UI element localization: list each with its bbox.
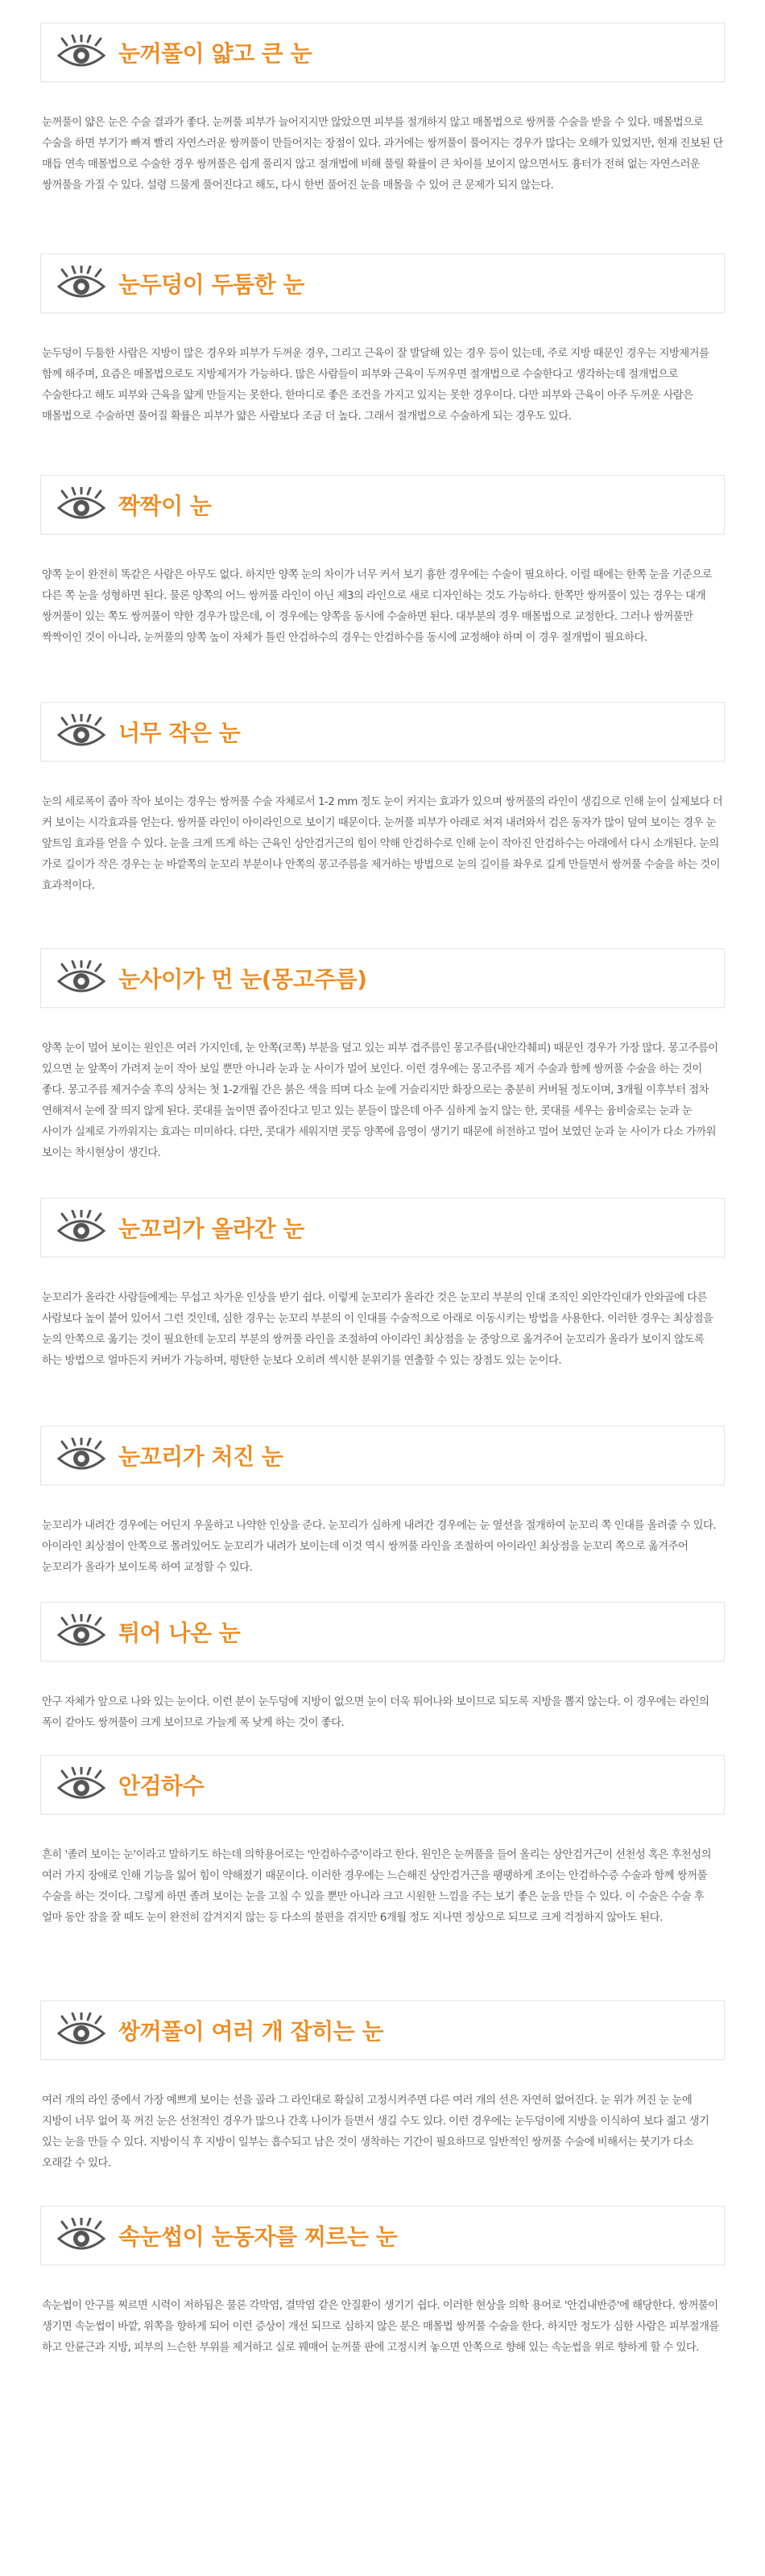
- section-thin-large-eyelid: [40, 23, 725, 196]
- section-title: 너무 작은 눈: [118, 720, 241, 746]
- section-header: [40, 702, 725, 762]
- section-droopy-eyes: [40, 1426, 725, 1579]
- eye-icon: [56, 487, 107, 522]
- section-upturned-eyes: [40, 1198, 725, 1372]
- section-ptosis: [40, 1755, 725, 1929]
- eye-icon: [56, 1614, 107, 1649]
- section-header: [40, 475, 725, 535]
- eye-icon: [56, 714, 107, 749]
- section-body: 흔히 '졸려 보이는 눈'이라고 말하기도 하는데 의학용어로는 '안검하수증'이라고 한다. 원인은 눈꺼풀을 들어 올리는 상안검거근이 선천성 혹은 후천성의 여러 가지 장애로 인해 기능을 잃어 힘이 약해졌기 때문이다. 이러한 경우에는 느슨해진 상안검거근을 팽팽하게 조이는 안검하수증 수술과 함께 쌍꺼풀 수술을 하는 것이다. 그렇게 하면 졸려 보이는 눈을 고칠 수 있을 뿐만 아니라 크고 시원한 느낌을 주는 보기 좋은 눈을 만들 수 있다. 이 수술은 수술 후 얼마 동안 잠을 잘 때도 눈이 완전히 감겨지지 않는 등 다소의 불편을 겪지만 6개월 정도 지나면 정상으로 되므로 크게 걱정하지 않아도 된다.: [42, 1849, 712, 1924]
- eye-icon: [56, 1767, 107, 1802]
- section-protruding-eyes: [40, 1602, 725, 1734]
- section-title: 짝짝이 눈: [118, 493, 212, 519]
- section-multiple-folds: [40, 2000, 725, 2174]
- eye-icon: [56, 266, 107, 301]
- section-body: 눈꺼풀이 얇은 눈은 수술 결과가 좋다. 눈꺼풀 피부가 늘어지지만 않았으면 피부를 절개하지 않고 매몰법으로 쌍꺼풀 수술을 받을 수 있다. 매몰법으로 수술을 하면 부기가 빠져 빨리 자연스러운 쌍꺼풀이 만들어지는 장점이 있다. 과거에는 쌍꺼풀이 풀어지는 경우가 많다는 오해가 있었지만, 현재 진보된 단 매듭 연속 매몰법으로 수술한 경우 쌍꺼풀은 쉽게 풀리지 않고 절개법에 비해 풀릴 확률이 큰 차이를 보이지 않으면서도 흉터가 전혀 없는 자연스러운 쌍꺼풀을 가질 수 있다. 설령 드물게 풀어진다고 해도, 다시 한번 풀어진 눈을 매몰을 수 있어 큰 문제가 되지 않는다.: [42, 117, 723, 192]
- section-header: [40, 1602, 725, 1662]
- section-header: [40, 23, 725, 82]
- section-title: 눈사이가 먼 눈(몽고주름): [118, 966, 367, 993]
- eye-icon: [56, 1210, 107, 1245]
- section-puffy-eyelid: [40, 254, 725, 427]
- section-body: 눈꼬리가 올라간 사람들에게는 무섭고 차가운 인상을 받기 쉽다. 이렇게 눈꼬리가 올라간 것은 눈꼬리 부분의 인대 조직인 외안각인대가 안와골에 다른 사람보다 높이 붙어 있어서 그런 것인데, 심한 경우는 눈꼬리 부분의 이 인대를 수술적으로 아래로 이동시키는 방법을 사용한다. 이러한 경우는 최상점을 눈의 안쪽으로 옮기는 것이 필요한데 눈꼬리 부분의 쌍꺼풀 라인을 조절하여 아이라인 최상점을 눈 중앙으로 옮겨주어 눈꼬리가 올라가 보이지 않도록 하는 방법으로 얼마든지 커버가 가능하며, 평탄한 눈보다 오히려 섹시한 분위기를 연출할 수 있는 장점도 있는 눈이다.: [42, 1292, 713, 1367]
- section-header: [40, 1426, 725, 1485]
- section-title: 눈꼬리가 올라간 눈: [118, 1216, 304, 1242]
- section-header: [40, 1198, 725, 1257]
- eye-icon: [56, 2218, 107, 2253]
- section-title: 튀어 나온 눈: [118, 1620, 241, 1646]
- section-entropion: [40, 2206, 725, 2359]
- section-title: 눈꺼풀이 얇고 큰 눈: [118, 40, 312, 67]
- section-body: 양쪽 눈이 완전히 똑같은 사람은 아무도 없다. 하지만 양쪽 눈의 차이가 너무 커서 보기 흉한 경우에는 수술이 필요하다. 이럴 때에는 한쪽 눈을 기준으로 다른 쪽 눈을 성형하면 된다. 물론 양쪽의 어느 쌍꺼풀 라인이 아닌 제3의 라인으로 새로 디자인하는 것도 가능하다. 한쪽만 쌍꺼풀이 있는 경우는 대개 쌍꺼풀이 있는 쪽도 쌍꺼풀이 약한 경우가 많은데, 이 경우에는 양쪽을 동시에 수술하면 된다. 대부분의 경우 매몰법으로 교정한다. 그러나 쌍꺼풀만 짝짝이인 것이 아니라, 눈꺼풀의 양쪽 높이 자체가 틀린 안검하수의 경우는 안검하수를 동시에 교정해야 하며 이 경우 절개법이 필요하다.: [42, 569, 713, 644]
- section-title: 눈꼬리가 처진 눈: [118, 1443, 283, 1470]
- section-title: 쌍꺼풀이 여러 개 잡히는 눈: [118, 2018, 384, 2045]
- eye-icon: [56, 35, 107, 70]
- section-asymmetric-eyes: [40, 475, 725, 649]
- section-title: 눈두덩이 두툼한 눈: [118, 271, 304, 298]
- section-header: [40, 2206, 725, 2265]
- section-body: 속눈썹이 안구를 찌르면 시력이 저하됨은 물론 각막염, 결막염 같은 안질환이 생기기 쉽다. 이러한 현상을 의학 용어로 '안검내반증'에 해당한다. 쌍꺼풀이 생기면 속눈썹이 바깥, 위쪽을 향하게 되어 이런 증상이 개선 되므로 심하지 않은 분은 매몰법 쌍꺼풀 수술을 한다. 하지만 정도가 심한 사람은 피부절개를 하고 안륜근과 지방, 피부의 느슨한 부위를 제거하고 실로 꿰매어 눈꺼풀 판에 고정시켜 놓으면 안쪽으로 향해 있는 속눈썹을 위로 향하게 할 수 있다.: [42, 2300, 719, 2354]
- section-body: 눈두덩이 두툼한 사람은 지방이 많은 경우와 피부가 두꺼운 경우, 그리고 근육이 잘 발달해 있는 경우 등이 있는데, 주로 지방 때문인 경우는 지방제거를 함께 해주며, 요즘은 매몰법으로도 지방제거가 가능하다. 많은 사람들이 피부와 근육이 두꺼우면 절개법으로 수술한다고 생각하는데 절개법으로 수술한다고 해도 피부와 근육을 얇게 만들지는 못한다. 한마디로 좋은 조건을 가지고 있지는 못한 경우이다. 다만 피부와 근육이 아주 두꺼운 사람은 매몰법으로 수술하면 풀어질 확률은 피부가 얇은 사람보다 조금 더 높다. 그래서 절개법으로 수술하게 되는 경우도 있다.: [42, 348, 709, 423]
- eye-icon: [56, 1438, 107, 1473]
- section-body: 여러 개의 라인 중에서 가장 예쁘게 보이는 선을 골라 그 라인대로 확실히 고정시켜주면 다른 여러 개의 선은 자연히 없어진다. 눈 위가 꺼진 눈 눈에 지방이 너무 없어 푹 꺼진 눈은 선천적인 경우가 많으나 간혹 나이가 들면서 생길 수도 있다. 이런 경우에는 눈두덩이에 지방을 이식하여 보다 젊고 생기 있는 눈을 만들 수 있다. 지방이식 후 지방이 일부는 흡수되고 남은 것이 생착하는 기간이 필요하므로 일반적인 쌍꺼풀 수술에 비해서는 붓기가 다소 오래갈 수 있다.: [42, 2095, 709, 2169]
- section-small-eyes: [40, 702, 725, 897]
- section-header: [40, 254, 725, 313]
- section-title: 안검하수: [118, 1773, 205, 1799]
- section-body: 안구 자체가 앞으로 나와 있는 눈이다. 이런 분이 눈두덩에 지방이 없으면 눈이 더욱 튀어나와 보이므로 되도록 지방을 뽑지 않는다. 이 경우에는 라인의 폭이 같아도 쌍꺼풀이 크게 보이므로 가늘게 폭 낮게 하는 것이 좋다.: [42, 1696, 709, 1729]
- section-body: 눈꼬리가 내려간 경우에는 어딘지 우울하고 나약한 인상을 준다. 눈꼬리가 심하게 내려간 경우에는 눈 옆선을 절개하여 눈꼬리 쪽 인대를 올려줄 수 있다. 아이라인 최상점이 안쪽으로 몰려있어도 눈꼬리가 내려가 보이는데 이것 역시 쌍꺼풀 라인을 조절하여 아이라인 최상점을 눈꼬리 쪽으로 옮겨주어 눈꼬리가 올라가 보이도록 하여 교정할 수 있다.: [42, 1520, 717, 1574]
- section-header: [40, 2000, 725, 2060]
- eye-icon: [56, 960, 107, 996]
- section-header: [40, 948, 725, 1008]
- section-body: 양쪽 눈이 멀어 보이는 원인은 여러 가지인데, 눈 안쪽(코쪽) 부분을 덮고 있는 피부 겹주름인 몽고주름(내안각췌피) 때문인 경우가 가장 많다. 몽고주름이 있으면 눈 앞쪽이 가려져 눈이 작아 보일 뿐만 아니라 눈과 눈 사이가 멀어 보인다. 이런 경우에는 몽고주름 제거 수술과 함께 쌍꺼풀 수술을 하는 것이 좋다. 몽고주름 제거수술 후의 상처는 첫 1-2개월 간은 붉은 색을 띄며 다소 눈에 거슬리지만 화장으로는 충분히 커버될 정도이며, 3개월 이후부터 점차 연해져서 눈에 잘 띄지 않게 된다. 콧대를 높이면 좁아진다고 믿고 있는 분들이 많은데 아주 심하게 높지 않는 한, 콧대를 세우는 융비술로는 눈과 눈 사이가 실제로 가까워지는 효과는 미미하다. 다만, 콧대가 세워지면 콧등 양쪽에 음영이 생기기 때문에 허전하고 멀어 보였던 눈과 눈 사이가 다소 가까워 보이는 착시현상이 생긴다.: [42, 1042, 718, 1159]
- section-body: 눈의 세로폭이 좁아 작아 보이는 경우는 쌍꺼풀 수술 자체로서 1-2 mm 정도 눈이 커지는 효과가 있으며 쌍꺼풀의 라인이 생김으로 인해 눈이 실제보다 더 커 보이는 시각효과를 얻는다. 쌍꺼풀 라인이 아이라인으로 보이기 때문이다. 눈꺼풀 피부가 아래로 쳐져 내려와서 검은 동자가 많이 덮여 보이는 경우 눈 앞트임 효과를 얻을 수 있다. 눈을 크게 뜨게 하는 근육인 상안검거근의 힘이 약해 안검하수로 인해 눈이 작아진 안검하수는 아래에서 다시 소개된다. 눈의 가로 길이가 작은 경우는 눈 바깥쪽의 눈꼬리 부분이나 안쪽의 몽고주름을 제거하는 방법으로 눈의 길이를 좌우로 길게 만들면서 쌍꺼풀 수술을 하는 것이 효과적이다.: [42, 796, 723, 892]
- section-wide-set-eyes: [40, 948, 725, 1164]
- eye-icon: [56, 2013, 107, 2048]
- section-header: [40, 1755, 725, 1814]
- section-title: 속눈썹이 눈동자를 찌르는 눈: [118, 2223, 398, 2250]
